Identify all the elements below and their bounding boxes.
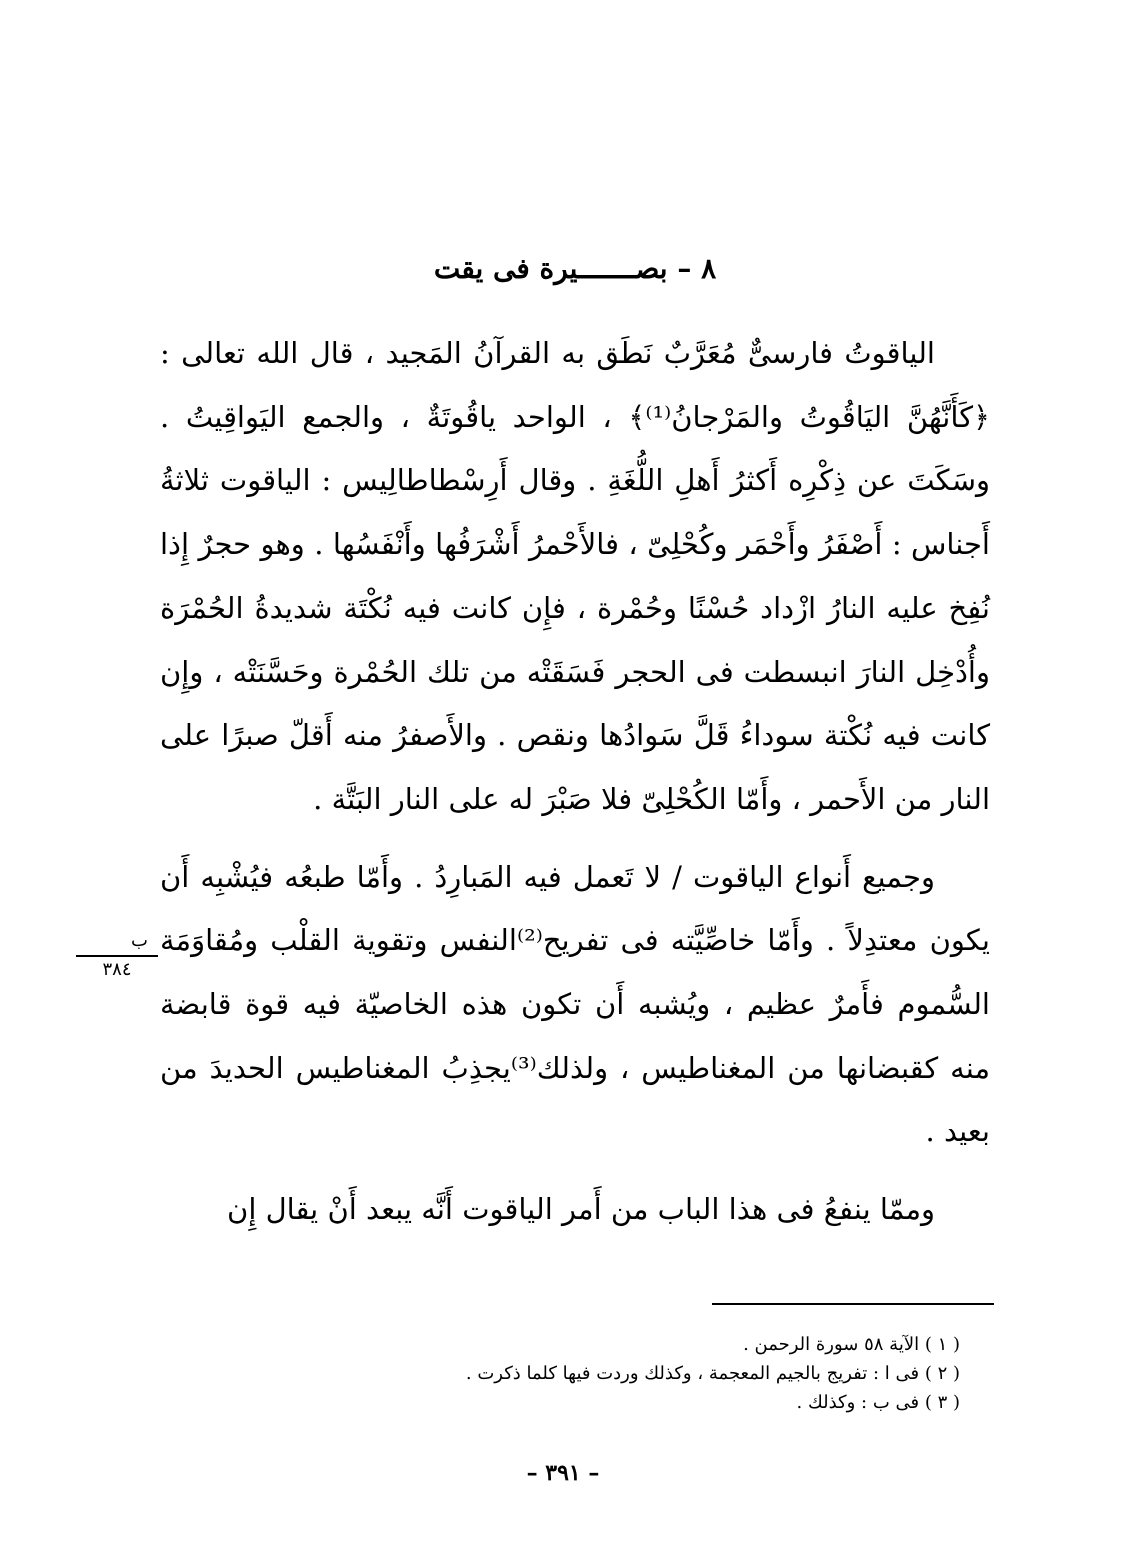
section-heading: ٨ – بصـــــــيرة فى يقت [433,252,717,285]
footnotes [360,1330,960,1417]
manuscript-folio-note [76,930,158,980]
paragraph: وجميع أَنواع الياقوت / لا تَعمل فيه المَبارِدُ . وأَمّا طبعُه فيُشْبِه أَن يكون معتدِلاً . وأَمّا خاصِّيَّته فى تفريح⁽²⁾النفس وتقوية القلْب ومُقاوَمَة السُّموم فأَمرٌ عظيم ، ويُشبه أَن تكون هذه الخاصيّة فيه قوة قابضة منه كقبضانها من المغناطيس ، ولذلك⁽³⁾يجذِبُ المغناطيس الحديدَ من بعيد . [160,859,990,1149]
folio-letter: ب [76,930,158,957]
paragraph: وممّا ينفعُ فى هذا الباب من أَمر الياقوت أَنَّه يبعد أَنْ يقال إِن [227,1192,935,1227]
footnote: ( ٣ ) فى ب : وكذلك . [796,1392,960,1413]
paragraph: الياقوتُ فارسىٌّ مُعَرَّبٌ نَطَق به القرآنُ المَجيد ، قال الله تعالى : ﴿كَأَنَّهُنَّ اليَاقُوتُ والمَرْجانُ⁽¹⁾﴾ ، الواحد ياقُوتَةٌ ، والجمع اليَواقِيتُ . وسَكَتَ عن ذِكْرِه أَكثرُ أَهلِ اللُّغَةِ . وقال أَرِسْطاطالِيس : الياقوت ثلاثةُ أَجناس : أَصْفَرُ وأَحْمَر وكُحْلِىّ ، فالأَحْمرُ أَشْرَفُها وأَنْفَسُها . وهو حجرٌ إِذا نُفِخ عليه النارُ ازْداد حُسْنًا وحُمْرة ، فإِن كانت فيه نُكْتَة شديدةُ الحُمْرَة وأُدْخِل النارَ انبسطت فى الحجر فَسَقَتْه من تلك الحُمْرة وحَسَّنَتْه ، وإِن كانت فيه نُكْتة سوداءُ قَلَّ سَوادُها ونقص . والأَصفرُ منه أَقلّ صبرًا على النار من الأَحمر ، وأَمّا الكُحْلِىّ فلا صَبْرَ له على النار البَتَّة . [160,336,990,816]
footnote: ( ٢ ) فى ا : تفريج بالجيم المعجمة ، وكذلك وردت فيها كلما ذكرت . [465,1363,960,1384]
footnote: ( ١ ) الآية ٥٨ سورة الرحمن . [743,1334,960,1355]
folio-number: ٣٨٤ [102,959,132,980]
body-text [160,322,990,1242]
footnote-divider [712,1303,994,1305]
page-number: – ٣٩١ – [526,1460,600,1486]
